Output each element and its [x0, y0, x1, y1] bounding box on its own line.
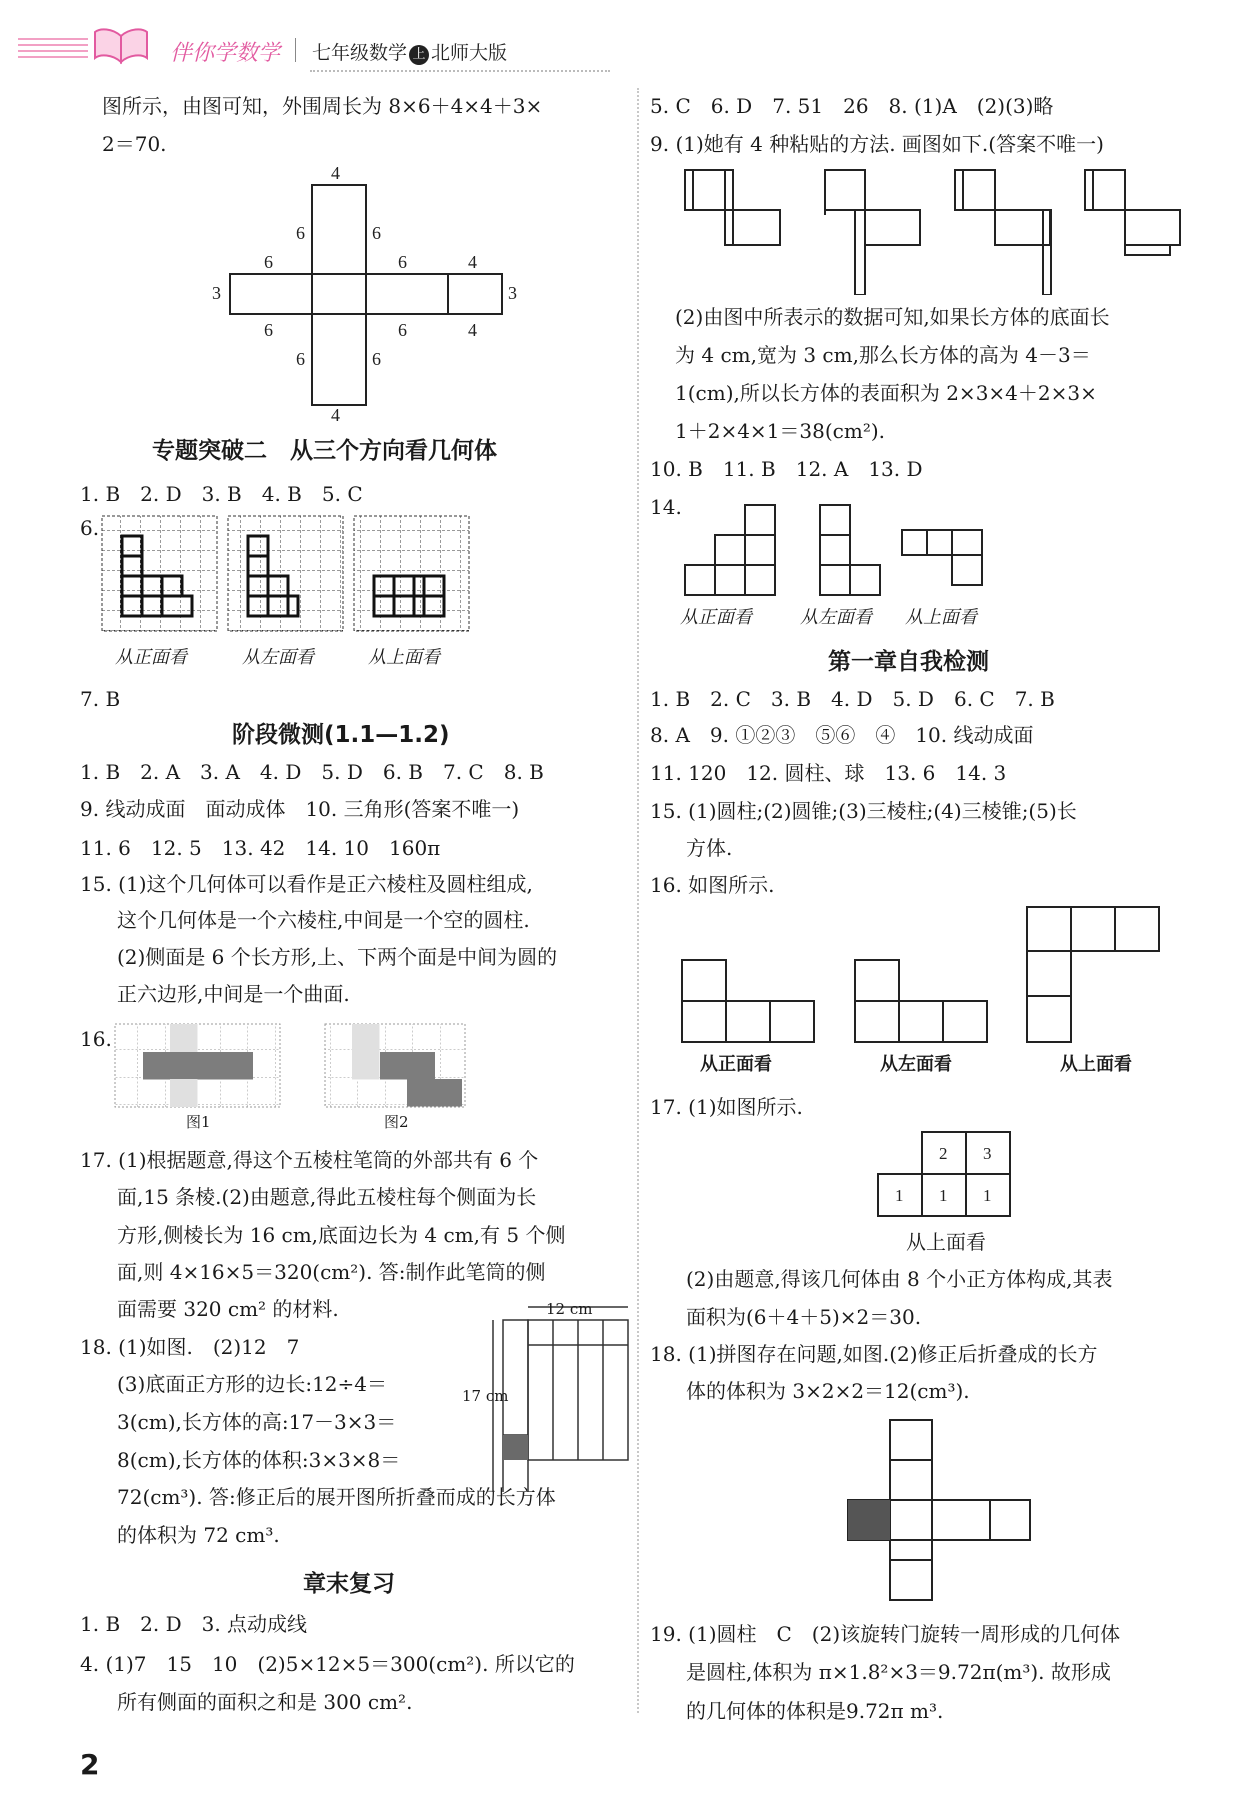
dimension-12cm: 12 cm [546, 1300, 593, 1318]
left-text-line: 72(cm³). 答:修正后的展开图所折叠而成的长方体 [117, 1485, 556, 1509]
title-edition: 北师大版 [431, 42, 508, 64]
caption-front-14: 从正面看 [680, 607, 752, 628]
q16-three-views [680, 905, 1180, 1045]
net-label: 6 [264, 252, 273, 272]
right-text-line: 1(cm),所以长方体的表面积为 2×3×4＋2×3× [675, 381, 1097, 405]
right-text-line: 是圆柱,体积为 π×1.8²×3＝9.72π(m³). 故形成 [686, 1660, 1111, 1684]
right-text-line: 的几何体的体积是9.72π m³. [686, 1699, 944, 1723]
right-text-line: 19. (1)圆柱 C (2)该旋转门旋转一周形成的几何体 [650, 1622, 1121, 1646]
book-title [312, 38, 507, 65]
caption-front-16: 从正面看 [700, 1054, 772, 1075]
caption-left-14: 从左面看 [800, 607, 872, 628]
brand-name: 伴你学数学 [170, 41, 281, 66]
caption-top: 从上面看 [368, 647, 440, 668]
left-text-line: 9. 线动成面 面动成体 10. 三角形(答案不唯一) [80, 797, 520, 821]
right-text-line: 体的体积为 3×2×2＝12(cm³). [686, 1379, 970, 1403]
right-text-line: 5. C 6. D 7. 51 26 8. (1)A (2)(3)略 [650, 94, 1054, 118]
left-text-line: 8(cm),长方体的体积:3×3×8＝ [117, 1448, 401, 1472]
cell-number: 1 [895, 1186, 904, 1205]
right-text-line: 9. (1)她有 4 种粘贴的方法. 画图如下.(答案不唯一) [650, 132, 1104, 156]
dimension-17cm: 17 cm [462, 1387, 509, 1405]
left-text-line: 1. B 2. D 3. B 4. B 5. C [80, 482, 363, 506]
left-text-line: 16. [80, 1027, 112, 1051]
right-text-line: 面积为(6＋4＋5)×2＝30. [686, 1305, 922, 1329]
left-text-line: 4. (1)7 15 10 (2)5×12×5＝300(cm²). 所以它的 [80, 1652, 575, 1676]
page-number: 2 [80, 1748, 100, 1781]
right-text-line: (2)由题意,得该几何体由 8 个小正方体构成,其表 [686, 1267, 1113, 1291]
net-label: 4 [331, 165, 340, 183]
net-label: 6 [296, 349, 305, 369]
right-text-line: 方体. [686, 836, 733, 860]
book-logo-icon [92, 22, 150, 68]
net-label: 3 [508, 283, 517, 303]
net-label: 6 [372, 349, 381, 369]
right-text-line: 为 4 cm,宽为 3 cm,那么长方体的高为 4－3＝ [675, 343, 1091, 367]
q16-figures [110, 1022, 480, 1132]
net-label: 6 [398, 320, 407, 340]
volume-badge: 上 [409, 45, 429, 65]
right-text-line: 10. B 11. B 12. A 13. D [650, 457, 923, 481]
heading-zhuanti: 专题突破二 从三个方向看几何体 [152, 438, 497, 464]
caption-front: 从正面看 [115, 647, 187, 668]
caption-left-16: 从左面看 [880, 1054, 952, 1075]
left-text-line: (3)底面正方形的边长:12÷4＝ [117, 1372, 387, 1396]
right-text-line: 1. B 2. C 3. B 4. D 5. D 6. C 7. B [650, 687, 1055, 711]
net-label: 4 [468, 252, 477, 272]
q14-three-views [680, 500, 1010, 600]
left-text-line: 6. [80, 516, 100, 540]
net-label: 4 [468, 320, 477, 340]
left-text-line: 的体积为 72 cm³. [117, 1523, 280, 1547]
cross-net-figure [200, 165, 530, 425]
left-text-line: 所有侧面的面积之和是 300 cm². [117, 1690, 413, 1714]
right-text-line: 18. (1)拼图存在问题,如图.(2)修正后折叠成的长方 [650, 1342, 1098, 1366]
left-text-line: 2＝70. [102, 132, 167, 156]
net-label: 6 [372, 223, 381, 243]
left-text-line: (2)侧面是 6 个长方形,上、下两个面是中间为圆的 [117, 945, 558, 969]
title-grade: 七年级数学 [312, 42, 408, 64]
left-text-line: 7. B [80, 687, 121, 711]
caption-top-14: 从上面看 [905, 607, 977, 628]
right-text-line: 11. 120 12. 圆柱、球 13. 6 14. 3 [650, 761, 1007, 785]
right-text-line: 1＋2×4×1＝38(cm²). [675, 419, 886, 443]
heading-zhangmo: 章末复习 [303, 1571, 395, 1597]
net-label: 6 [264, 320, 273, 340]
cell-number: 1 [939, 1186, 948, 1205]
caption-left: 从左面看 [242, 647, 314, 668]
heading-jieduan: 阶段微测(1.1—1.2) [232, 722, 450, 748]
right-text-line: 8. A 9. ①②③ ⑤⑥ ④ 10. 线动成面 [650, 723, 1034, 747]
right-text-line: (2)由图中所表示的数据可知,如果长方体的底面长 [675, 305, 1110, 329]
cell-number: 3 [983, 1144, 992, 1163]
left-text-line: 图所示，由图可知，外围周长为 8×6＋4×4＋3× [102, 94, 543, 118]
page-header [0, 0, 1250, 78]
header-decoration [18, 38, 88, 62]
left-text-line: 1. B 2. D 3. 点动成线 [80, 1612, 308, 1636]
right-text-line: 15. (1)圆柱;(2)圆锥;(3)三棱柱;(4)三棱锥;(5)长 [650, 799, 1077, 823]
left-text-line: 正六边形,中间是一个曲面. [117, 982, 350, 1006]
left-text-line: 1. B 2. A 3. A 4. D 5. D 6. B 7. C 8. B [80, 760, 544, 784]
left-text-line: 3(cm),长方体的高:17－3×3＝ [117, 1410, 397, 1434]
right-text-line: 17. (1)如图所示. [650, 1095, 803, 1119]
left-text-line: 面需要 320 cm² 的材料. [117, 1297, 339, 1321]
q6-view-grids [100, 510, 480, 640]
left-text-line: 18. (1)如图. (2)12 7 [80, 1335, 300, 1359]
caption-top-17: 从上面看 [906, 1230, 986, 1254]
caption-fig2: 图2 [384, 1113, 409, 1131]
left-text-line: 15. (1)这个几何体可以看作是正六棱柱及圆柱组成, [80, 872, 533, 896]
right-text-line: 14. [650, 495, 682, 519]
caption-top-16: 从上面看 [1060, 1054, 1132, 1075]
left-text-line: 这个几何体是一个六棱柱,中间是一个空的圆柱. [117, 908, 530, 932]
left-text-line: 面,则 4×16×5＝320(cm²). 答:制作此笔筒的侧 [117, 1260, 546, 1284]
left-text-line: 17. (1)根据题意,得这个五棱柱笔筒的外部共有 6 个 [80, 1148, 539, 1172]
net-label: 3 [212, 283, 221, 303]
net-label: 6 [296, 223, 305, 243]
left-text-line: 方形,侧棱长为 16 cm,底面边长为 4 cm,有 5 个侧 [117, 1223, 566, 1247]
net-label: 6 [398, 252, 407, 272]
header-divider [295, 38, 296, 62]
left-text-line: 面,15 条棱.(2)由题意,得此五棱柱每个侧面为长 [117, 1185, 537, 1209]
left-text-line: 11. 6 12. 5 13. 42 14. 10 160π [80, 836, 441, 860]
q9-four-nets [680, 165, 1200, 295]
cell-number: 1 [983, 1186, 992, 1205]
cell-number: 2 [939, 1144, 948, 1163]
right-text-line: 16. 如图所示. [650, 873, 775, 897]
q17-top-view [875, 1130, 1015, 1220]
heading-ziwo: 第一章自我检测 [828, 649, 989, 675]
header-dotted-line [310, 70, 610, 72]
net-label: 4 [331, 405, 340, 425]
caption-fig1: 图1 [186, 1113, 211, 1131]
q18-cube-net [845, 1415, 1035, 1605]
